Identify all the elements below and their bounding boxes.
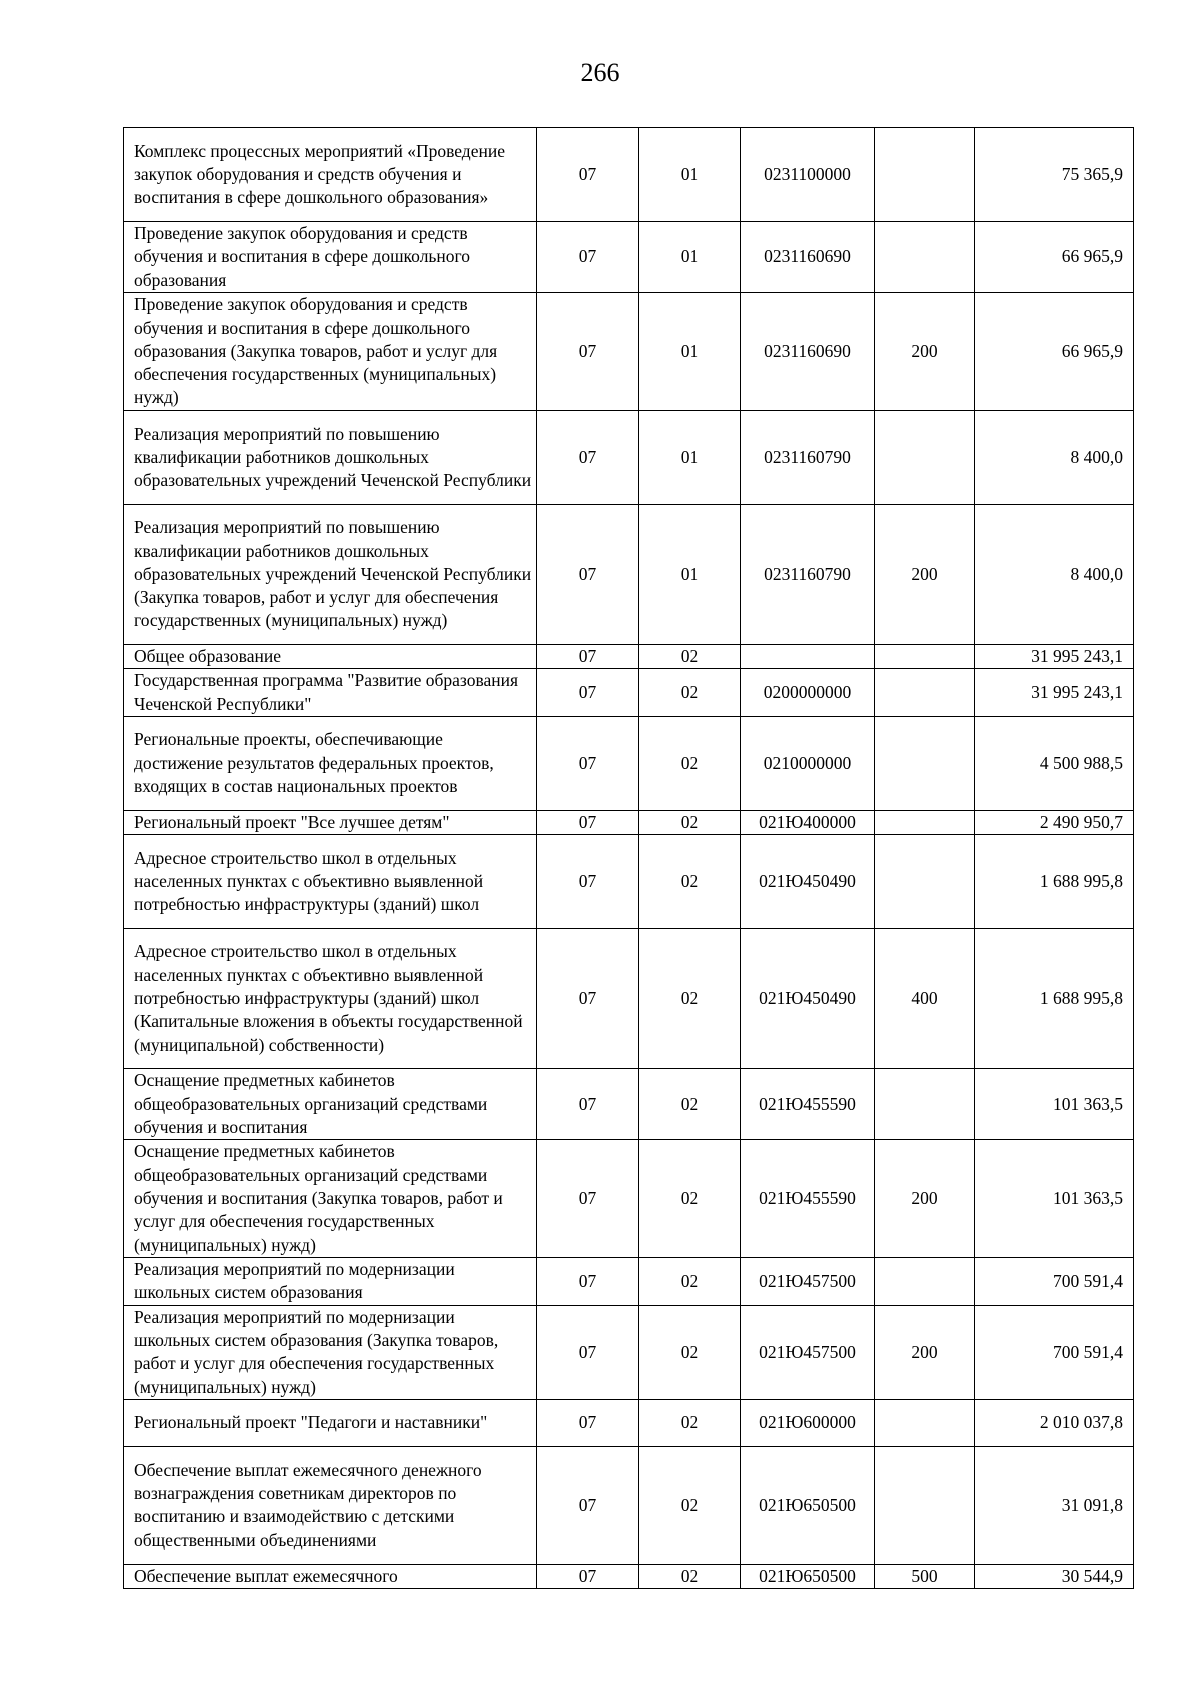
table-row xyxy=(124,1305,1134,1399)
table-row xyxy=(124,645,1134,669)
row-expense-type xyxy=(875,1399,975,1446)
table-row xyxy=(124,128,1134,222)
row-subsection: 02 xyxy=(639,929,741,1069)
row-name: Региональные проекты, обеспечивающие достижение результатов федеральных проектов, входящих в состав национальных проектов xyxy=(124,716,537,810)
row-target-code xyxy=(741,645,875,669)
table-row xyxy=(124,1258,1134,1306)
row-target-code: 021Ю600000 xyxy=(741,1399,875,1446)
row-amount: 2 490 950,7 xyxy=(975,810,1134,834)
row-section: 07 xyxy=(537,222,639,293)
row-name: Государственная программа "Развитие образования Чеченской Республики" xyxy=(124,669,537,717)
row-target-code: 021Ю457500 xyxy=(741,1305,875,1399)
row-target-code: 0231100000 xyxy=(741,128,875,222)
row-name: Адресное строительство школ в отдельных населенных пунктах с объективно выявленной потребностью инфраструктуры (зданий) школ (Капитальные вложения в объекты государственной (муниципальной) собственности) xyxy=(124,929,537,1069)
row-name: Оснащение предметных кабинетов общеобразовательных организаций средствами обучения и воспитания (Закупка товаров, работ и услуг для обеспечения государственных (муниципальных) нужд) xyxy=(124,1140,537,1258)
row-subsection: 01 xyxy=(639,128,741,222)
row-name: Реализация мероприятий по модернизации школьных систем образования xyxy=(124,1258,537,1306)
row-amount: 1 688 995,8 xyxy=(975,929,1134,1069)
row-name: Реализация мероприятий по повышению квалификации работников дошкольных образовательных учреждений Чеченской Республики (Закупка товаров, работ и услуг для обеспечения государственных (муниципальных) нужд) xyxy=(124,505,537,645)
row-name: Региональный проект "Все лучшее детям" xyxy=(124,810,537,834)
row-expense-type: 200 xyxy=(875,293,975,411)
row-section: 07 xyxy=(537,1399,639,1446)
row-amount: 101 363,5 xyxy=(975,1069,1134,1140)
row-name: Реализация мероприятий по модернизации школьных систем образования (Закупка товаров, работ и услуг для обеспечения государственных (муниципальных) нужд) xyxy=(124,1305,537,1399)
row-expense-type: 500 xyxy=(875,1564,975,1588)
row-amount: 31 091,8 xyxy=(975,1446,1134,1564)
row-target-code: 0231160690 xyxy=(741,293,875,411)
row-subsection: 02 xyxy=(639,1564,741,1588)
table-row xyxy=(124,716,1134,810)
row-expense-type: 400 xyxy=(875,929,975,1069)
row-subsection: 02 xyxy=(639,810,741,834)
row-name: Региональный проект "Педагоги и наставники" xyxy=(124,1399,537,1446)
row-expense-type xyxy=(875,222,975,293)
row-expense-type xyxy=(875,1258,975,1306)
row-expense-type: 200 xyxy=(875,1140,975,1258)
table-row xyxy=(124,1069,1134,1140)
row-section: 07 xyxy=(537,645,639,669)
table-row xyxy=(124,293,1134,411)
row-amount: 101 363,5 xyxy=(975,1140,1134,1258)
row-subsection: 02 xyxy=(639,645,741,669)
row-subsection: 02 xyxy=(639,1399,741,1446)
row-amount: 4 500 988,5 xyxy=(975,716,1134,810)
row-target-code: 021Ю450490 xyxy=(741,835,875,929)
row-name: Оснащение предметных кабинетов общеобразовательных организаций средствами обучения и воспитания xyxy=(124,1069,537,1140)
row-name: Реализация мероприятий по повышению квалификации работников дошкольных образовательных учреждений Чеченской Республики xyxy=(124,411,537,505)
row-amount: 31 995 243,1 xyxy=(975,669,1134,717)
row-section: 07 xyxy=(537,411,639,505)
row-name: Обеспечение выплат ежемесячного xyxy=(124,1564,537,1588)
row-amount: 1 688 995,8 xyxy=(975,835,1134,929)
row-section: 07 xyxy=(537,1446,639,1564)
row-amount: 700 591,4 xyxy=(975,1305,1134,1399)
row-expense-type xyxy=(875,1069,975,1140)
table-row xyxy=(124,1446,1134,1564)
row-target-code: 0210000000 xyxy=(741,716,875,810)
row-section: 07 xyxy=(537,1069,639,1140)
table-row xyxy=(124,222,1134,293)
table-row xyxy=(124,1564,1134,1588)
row-subsection: 02 xyxy=(639,1069,741,1140)
row-subsection: 02 xyxy=(639,716,741,810)
row-name: Обеспечение выплат ежемесячного денежного вознаграждения советникам директоров по воспитанию и взаимодействию с детскими общественными объединениями xyxy=(124,1446,537,1564)
row-name: Комплекс процессных мероприятий «Проведение закупок оборудования и средств обучения и воспитания в сфере дошкольного образования» xyxy=(124,128,537,222)
row-amount: 75 365,9 xyxy=(975,128,1134,222)
row-target-code: 0231160790 xyxy=(741,411,875,505)
row-expense-type xyxy=(875,810,975,834)
row-name: Проведение закупок оборудования и средств обучения и воспитания в сфере дошкольного образования (Закупка товаров, работ и услуг для обеспечения государственных (муниципальных) нужд) xyxy=(124,293,537,411)
row-subsection: 02 xyxy=(639,1446,741,1564)
row-name: Общее образование xyxy=(124,645,537,669)
row-target-code: 0231160690 xyxy=(741,222,875,293)
table-row xyxy=(124,505,1134,645)
row-amount: 8 400,0 xyxy=(975,411,1134,505)
row-amount: 30 544,9 xyxy=(975,1564,1134,1588)
row-amount: 2 010 037,8 xyxy=(975,1399,1134,1446)
table-row xyxy=(124,1140,1134,1258)
row-section: 07 xyxy=(537,128,639,222)
row-section: 07 xyxy=(537,929,639,1069)
row-section: 07 xyxy=(537,1564,639,1588)
row-section: 07 xyxy=(537,810,639,834)
row-target-code: 0231160790 xyxy=(741,505,875,645)
row-subsection: 02 xyxy=(639,835,741,929)
row-expense-type xyxy=(875,1446,975,1564)
budget-table xyxy=(123,127,1134,1589)
row-amount: 700 591,4 xyxy=(975,1258,1134,1306)
row-subsection: 01 xyxy=(639,411,741,505)
table-row xyxy=(124,411,1134,505)
row-section: 07 xyxy=(537,1258,639,1306)
table-row xyxy=(124,929,1134,1069)
row-amount: 31 995 243,1 xyxy=(975,645,1134,669)
row-expense-type xyxy=(875,645,975,669)
row-target-code: 021Ю400000 xyxy=(741,810,875,834)
row-subsection: 01 xyxy=(639,505,741,645)
table-row xyxy=(124,669,1134,717)
row-target-code: 021Ю455590 xyxy=(741,1140,875,1258)
row-target-code: 0200000000 xyxy=(741,669,875,717)
row-subsection: 02 xyxy=(639,1258,741,1306)
row-expense-type xyxy=(875,716,975,810)
row-expense-type xyxy=(875,835,975,929)
row-expense-type xyxy=(875,669,975,717)
table-row xyxy=(124,1399,1134,1446)
row-subsection: 01 xyxy=(639,222,741,293)
row-target-code: 021Ю455590 xyxy=(741,1069,875,1140)
table-row xyxy=(124,810,1134,834)
row-name: Проведение закупок оборудования и средств обучения и воспитания в сфере дошкольного образования xyxy=(124,222,537,293)
row-expense-type: 200 xyxy=(875,505,975,645)
row-target-code: 021Ю457500 xyxy=(741,1258,875,1306)
row-amount: 66 965,9 xyxy=(975,222,1134,293)
row-target-code: 021Ю650500 xyxy=(741,1446,875,1564)
row-expense-type xyxy=(875,411,975,505)
table-row xyxy=(124,835,1134,929)
row-section: 07 xyxy=(537,293,639,411)
row-target-code: 021Ю450490 xyxy=(741,929,875,1069)
row-section: 07 xyxy=(537,1140,639,1258)
row-amount: 8 400,0 xyxy=(975,505,1134,645)
row-section: 07 xyxy=(537,669,639,717)
row-expense-type xyxy=(875,128,975,222)
row-name: Адресное строительство школ в отдельных населенных пунктах с объективно выявленной потребностью инфраструктуры (зданий) школ xyxy=(124,835,537,929)
row-amount: 66 965,9 xyxy=(975,293,1134,411)
row-subsection: 01 xyxy=(639,293,741,411)
row-target-code: 021Ю650500 xyxy=(741,1564,875,1588)
row-section: 07 xyxy=(537,1305,639,1399)
row-subsection: 02 xyxy=(639,1305,741,1399)
page-number: 266 xyxy=(580,58,620,87)
row-section: 07 xyxy=(537,835,639,929)
row-expense-type: 200 xyxy=(875,1305,975,1399)
row-subsection: 02 xyxy=(639,1140,741,1258)
row-section: 07 xyxy=(537,505,639,645)
row-subsection: 02 xyxy=(639,669,741,717)
row-section: 07 xyxy=(537,716,639,810)
